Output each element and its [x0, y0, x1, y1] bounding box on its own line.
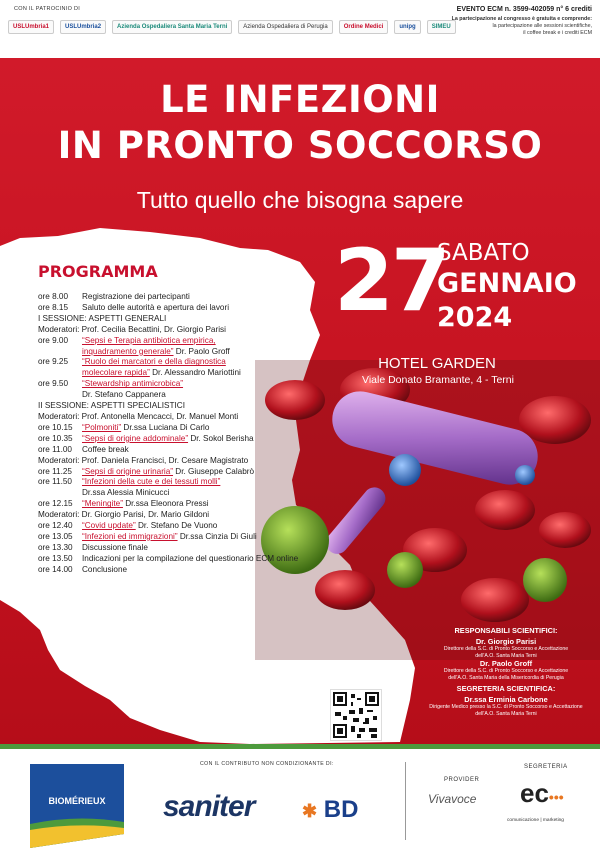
- ec-logo: [520, 778, 564, 809]
- ec-text: ec: [520, 778, 549, 808]
- event-year: 2024: [437, 302, 513, 333]
- talk-title: inquadramento generale”: [82, 346, 174, 356]
- program-time: ore 14.00: [38, 564, 73, 574]
- talk-title: “Infezioni ed immigrazioni”: [82, 531, 178, 541]
- program-row: [38, 543, 328, 554]
- biomerieux-text: BIOMÉRIEUX: [48, 796, 106, 806]
- vivavoce-logo: Vivavoce: [428, 792, 477, 806]
- resp-heading: RESPONSABILI SCIENTIFICI:: [454, 626, 558, 635]
- program-time: ore 8.00: [38, 292, 69, 301]
- segreteria-label: SEGRETERIA: [524, 764, 568, 770]
- program-time-blank: [38, 368, 82, 379]
- program-desc: [82, 467, 328, 478]
- usl-umbria2-logo: USLUmbria2: [60, 20, 106, 34]
- program-time: ore 8.15: [38, 302, 69, 312]
- program-time: ore 9.50: [38, 379, 69, 389]
- speaker: Dr.ssa Eleonora Pressi: [122, 499, 209, 509]
- program-row: [38, 521, 328, 532]
- speaker: Dr. Stefano Cappanera: [82, 390, 166, 400]
- contribution-label: CON IL CONTRIBUTO NON CONDIZIONANTE DI:: [200, 761, 334, 767]
- event-address: Viale Donato Bramante, 4 - Terni: [362, 374, 514, 386]
- ecm-title: EVENTO ECM n. 3599-402059 n° 6 crediti: [456, 6, 592, 13]
- program-time: ore 11.00: [38, 444, 72, 454]
- program-time: ore 9.00: [38, 335, 69, 345]
- qr-code-icon[interactable]: [330, 689, 382, 741]
- usl-umbria1-logo: USLUmbria1: [8, 20, 54, 34]
- ec-dots-icon: •••: [548, 789, 564, 805]
- program-time: ore 12.15: [38, 499, 73, 509]
- talk-title: “Infezioni della cute e dei tessuti molli”: [82, 477, 221, 487]
- program-time: ore 13.30: [38, 542, 73, 552]
- program-time: ore 13.50: [38, 553, 73, 563]
- program-desc: [82, 423, 328, 434]
- biomerieux-logo: [30, 764, 124, 848]
- bd-star-icon: ✱: [302, 801, 318, 821]
- program-row: [38, 499, 328, 510]
- event-day-number: 27: [334, 231, 448, 331]
- sponsor-divider: [405, 762, 406, 840]
- program-time: ore 9.25: [38, 357, 69, 367]
- speaker: Dr.ssa Luciana Di Carlo: [121, 422, 210, 432]
- resp-name: Dr. Paolo Groff: [479, 659, 533, 668]
- program-desc: Conclusione: [82, 564, 128, 574]
- program-section-row: Moderatori: Prof. Cecilia Becattini, Dr. Giorgio Parisi: [38, 324, 226, 334]
- program-time: ore 12.40: [38, 521, 73, 531]
- program-row: [38, 477, 328, 488]
- registration-info: [232, 709, 326, 727]
- program-desc: [82, 357, 328, 368]
- program-row: [38, 554, 328, 565]
- resp-name: Dr.ssa Erminia Carbone: [464, 695, 548, 704]
- ecm-line: La partecipazione al congresso è gratuita e comprende:: [451, 16, 592, 22]
- program-row: [38, 336, 328, 347]
- program-row: [38, 532, 328, 543]
- program-row: [38, 445, 328, 456]
- program-desc: [82, 434, 328, 445]
- program-row: [38, 467, 328, 478]
- program-time: ore 10.35: [38, 433, 73, 443]
- program-desc: [82, 532, 328, 543]
- program-desc: [82, 379, 328, 390]
- program-row: [38, 357, 328, 368]
- talk-title: “Sepsi di origine addominale”: [82, 433, 189, 443]
- ordine-medici-logo: Ordine Medici: [339, 20, 389, 34]
- speaker: Dr.ssa Alessia Minicucci: [82, 488, 170, 498]
- program-section-row: II SESSIONE: ASPETTI SPECIALISTICI: [38, 401, 185, 411]
- simeu-logo: SIMEU: [427, 20, 456, 34]
- registration-heading: PER ISCRIZIONI: [281, 709, 326, 715]
- program-desc: Saluto delle autorità e apertura dei lavori: [82, 302, 230, 312]
- registration-phone: Tel. 346.5880767 - 329.2259432: [259, 721, 326, 726]
- resp-role: Dirigente Medico presso la S.C. di Pronto Soccorso e Accettazione: [429, 704, 583, 710]
- event-weekday: SABATO: [437, 240, 530, 266]
- title-line-2: IN PRONTO SOCCORSO: [57, 124, 543, 167]
- program-row: [38, 292, 328, 303]
- registration-email[interactable]: segreteriaconvegniec@gmail.com: [256, 715, 326, 720]
- program-time: ore 11.25: [38, 466, 72, 476]
- talk-title: “Ruolo dei marcatori e della diagnostica: [82, 357, 226, 367]
- title-line-1: LE INFEZIONI: [160, 78, 440, 121]
- speaker: Dr.ssa Cinzia Di Giuli: [177, 531, 257, 541]
- subtitle: Tutto quello che bisogna sapere: [136, 187, 464, 213]
- program-row-cont: [38, 390, 328, 401]
- speaker: Dr. Stefano De Vuono: [135, 521, 218, 531]
- program-list: [38, 292, 328, 576]
- program-section-row: Moderatori: Prof. Antonella Mencacci, Dr. Manuel Monti: [38, 411, 239, 421]
- resp-role: dell'A.O. Santa Maria Terni: [475, 710, 537, 717]
- program-section-row: Moderatori: Dr. Giorgio Parisi, Dr. Mario Gildoni: [38, 510, 210, 520]
- program-row: [38, 379, 328, 390]
- bd-logo: [302, 796, 358, 824]
- program-time: ore 13.05: [38, 531, 73, 541]
- program-row: [38, 434, 328, 445]
- program-desc: [82, 521, 328, 532]
- program-time-blank: [38, 347, 82, 358]
- patronage-label: CON IL PATROCINIO DI: [14, 6, 81, 12]
- resp-name: Dr. Giorgio Parisi: [475, 637, 537, 646]
- scientific-officers: [420, 626, 592, 717]
- talk-title: “Sepsi e Terapia antibiotica empirica,: [82, 335, 216, 345]
- program-section-row: Moderatori: Prof. Daniela Francisci, Dr. Cesare Magistrato: [38, 455, 249, 465]
- program-desc: Registrazione dei partecipanti: [82, 292, 190, 301]
- program-desc: Indicazioni per la compilazione del questionario ECM online: [82, 553, 299, 563]
- talk-title: “Meningite”: [82, 499, 123, 509]
- resp-role: Direttore della S.C. di Pronto Soccorso e Accettazione: [443, 646, 569, 652]
- event-venue: HOTEL GARDEN: [378, 355, 496, 372]
- resp-role: dell'A.O. Santa Maria della Misericordia di Perugia: [448, 674, 564, 681]
- seg-heading: SEGRETERIA SCIENTIFICA:: [456, 684, 556, 693]
- program-desc: [82, 347, 328, 358]
- talk-title: “Polmoniti”: [82, 422, 122, 432]
- program-row: [38, 423, 328, 434]
- unipg-logo: unipg: [394, 20, 420, 34]
- talk-title: “Covid update”: [82, 521, 136, 531]
- program-desc: [82, 336, 328, 347]
- talk-title: “Stewardship antimicrobica”: [82, 379, 184, 389]
- resp-role: dell'A.O. Santa Maria Terni: [475, 652, 537, 659]
- program-row: [38, 303, 328, 314]
- program-row-cont: [38, 368, 328, 379]
- bd-text: BD: [323, 796, 359, 823]
- program-time-blank: [38, 488, 82, 499]
- talk-title: molecolare rapida”: [82, 368, 150, 378]
- saniter-logo: saniter: [163, 790, 255, 823]
- program-row-cont: [38, 488, 328, 499]
- program-section-row: I SESSIONE: ASPETTI GENERALI: [38, 313, 167, 323]
- provider-label: PROVIDER: [444, 777, 480, 783]
- ecm-line: il coffee break e i crediti ECM: [523, 30, 592, 36]
- program-time: ore 11.50: [38, 477, 72, 487]
- speaker: Dr. Alessandro Mariottini: [149, 368, 241, 378]
- resp-role: Direttore della S.C. di Pronto Soccorso e Accettazione: [443, 668, 569, 674]
- program-row-cont: [38, 347, 328, 358]
- program-desc: [82, 477, 328, 488]
- program-desc: [82, 368, 328, 379]
- program-desc: [82, 499, 328, 510]
- speaker: Dr. Giuseppe Calabrò: [173, 466, 255, 476]
- ao-perugia-logo: Azienda Ospedaliera di Perugia: [238, 20, 332, 34]
- speaker: Dr. Sokol Berisha: [188, 433, 254, 443]
- program-row: [38, 565, 328, 576]
- event-month: GENNAIO: [437, 268, 577, 299]
- program-time: ore 10.15: [38, 422, 73, 432]
- ec-subtitle: comunicazione | marketing: [507, 818, 564, 823]
- ecm-line: la partecipazione alle sessioni scientifiche,: [492, 23, 592, 29]
- speaker: Dr. Paolo Groff: [173, 346, 230, 356]
- program-time-blank: [38, 390, 82, 401]
- talk-title: “Sepsi di origine urinaria”: [82, 466, 174, 476]
- program-heading: PROGRAMMA: [38, 262, 158, 281]
- program-desc: Discussione finale: [82, 542, 148, 552]
- program-desc: Coffee break: [82, 444, 129, 454]
- ao-terni-logo: Azienda Ospedaliera Santa Maria Terni: [112, 20, 232, 34]
